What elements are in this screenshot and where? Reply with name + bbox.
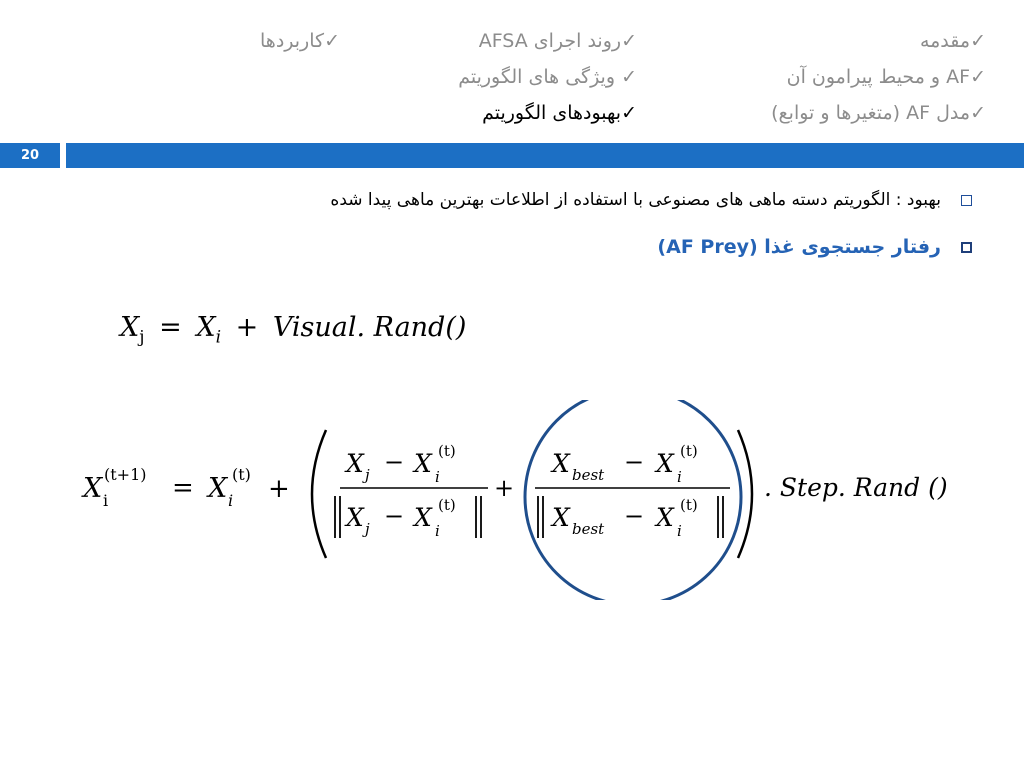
- check-icon: ✓: [970, 66, 986, 88]
- svg-text:i: i: [228, 491, 234, 510]
- svg-text:+: +: [268, 474, 290, 504]
- svg-text:−: −: [384, 502, 405, 530]
- svg-text:X: X: [656, 449, 674, 478]
- svg-text:X: X: [656, 503, 674, 532]
- check-icon: ✓: [621, 102, 637, 124]
- svg-text:(t): (t): [680, 496, 698, 514]
- svg-text:j: j: [365, 466, 370, 484]
- svg-text:(t): (t): [232, 465, 251, 484]
- svg-text:X: X: [83, 473, 103, 504]
- check-icon: ✓: [621, 66, 637, 88]
- svg-text:−: −: [384, 448, 405, 476]
- bullet-heading: رفتار جستجوی غذا (AF Prey): [657, 236, 941, 258]
- slide-bar: [0, 143, 1024, 168]
- svg-text:i: i: [677, 522, 682, 540]
- bullet-af-prey: [657, 236, 972, 258]
- svg-text:. Step. Rand (): . Step. Rand (): [764, 473, 948, 502]
- nav-item-intro[interactable]: ✓مقدمه: [919, 30, 986, 52]
- equation-position-update: [0, 400, 1024, 600]
- svg-text:(t): (t): [438, 496, 456, 514]
- svg-text:i: i: [103, 491, 109, 510]
- highlight-circle: [525, 400, 741, 600]
- svg-text:best: best: [572, 466, 605, 484]
- svg-text:+: +: [494, 474, 515, 502]
- svg-text:X: X: [414, 503, 432, 532]
- nav-item-applications[interactable]: ✓کاربردها: [260, 30, 340, 52]
- square-bullet-icon: [961, 242, 972, 253]
- svg-text:(t): (t): [438, 442, 456, 460]
- check-icon: ✓: [324, 30, 340, 52]
- slide-number: 20: [0, 143, 60, 168]
- square-bullet-icon: [961, 195, 972, 206]
- svg-text:(t): (t): [680, 442, 698, 460]
- svg-text:X: X: [414, 449, 432, 478]
- bullet-improvement: [330, 190, 972, 210]
- svg-text:−: −: [624, 502, 645, 530]
- svg-text:i: i: [435, 468, 440, 486]
- svg-text:X: X: [346, 503, 364, 532]
- check-icon: ✓: [970, 30, 986, 52]
- nav-item-afsa-process[interactable]: ✓روند اجرای AFSA: [478, 30, 637, 52]
- nav-item-af-environment[interactable]: ✓AF و محیط پیرامون آن: [786, 66, 986, 88]
- nav-item-af-model[interactable]: ✓مدل AF (متغیرها و توابع): [771, 102, 986, 124]
- svg-text:X: X: [208, 473, 228, 504]
- svg-text:=: =: [172, 473, 194, 503]
- svg-text:X: X: [552, 449, 570, 478]
- svg-text:best: best: [572, 520, 605, 538]
- svg-text:j: j: [365, 520, 370, 538]
- svg-text:i: i: [435, 522, 440, 540]
- nav-item-algorithm-improvements[interactable]: ✓بهبودهای الگوریتم: [482, 102, 637, 124]
- svg-text:X: X: [346, 449, 364, 478]
- svg-text:X: X: [552, 503, 570, 532]
- svg-text:i: i: [677, 468, 682, 486]
- bullet-text: بهبود : الگوریتم دسته ماهی های مصنوعی با استفاده از اطلاعات بهترین ماهی پیدا شده: [330, 190, 941, 210]
- check-icon: ✓: [621, 30, 637, 52]
- svg-text:−: −: [624, 448, 645, 476]
- svg-text:(t+1): (t+1): [104, 465, 147, 484]
- check-icon: ✓: [970, 102, 986, 124]
- equation-visual-rand: $X_j = X_i$ + Visual. Rand(): [120, 312, 467, 348]
- nav-item-algorithm-features[interactable]: ✓ ویژگی های الگوریتم: [458, 66, 637, 88]
- title-strip: [66, 143, 1024, 168]
